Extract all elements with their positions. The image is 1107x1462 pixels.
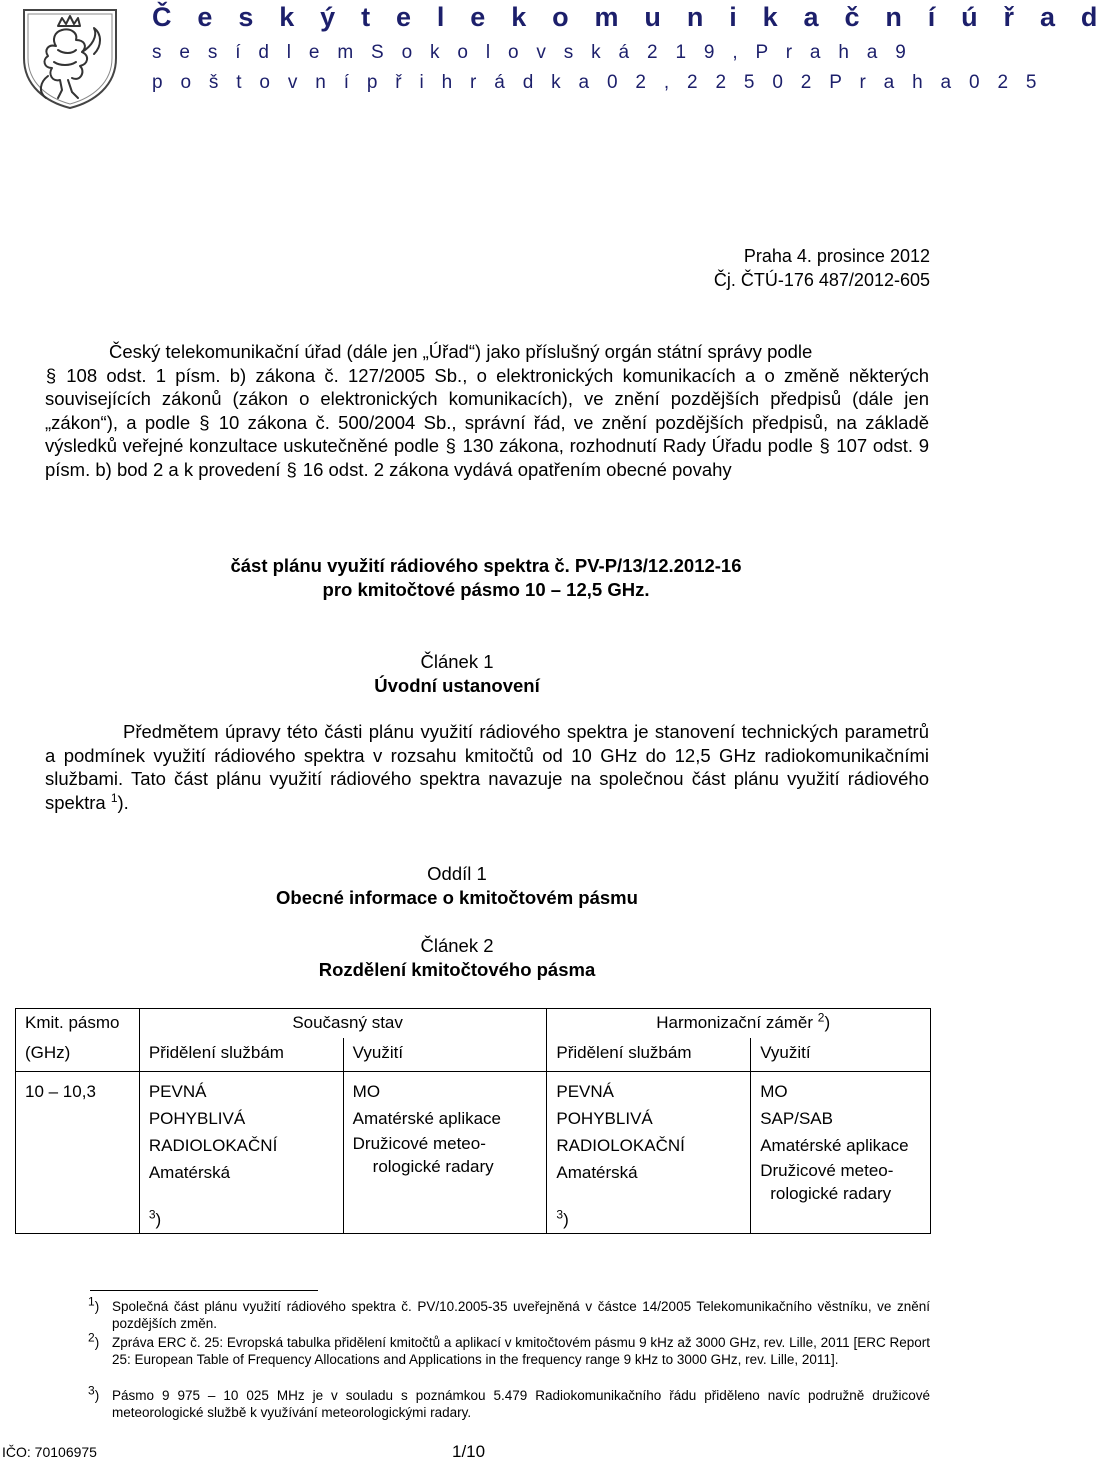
list-item: RADIOLOKAČNÍ xyxy=(556,1136,685,1155)
footnote-2 xyxy=(88,1330,930,1368)
footnote-3 xyxy=(88,1383,930,1421)
footnote-ref: 1 xyxy=(110,790,118,805)
section-sign-icon: § xyxy=(286,458,297,480)
list-item: MO xyxy=(760,1082,788,1101)
footnote-mark-number: 2 xyxy=(88,1330,95,1345)
intro-text-5: 107 odst. 9 písm. b) bod 2 a k provedení xyxy=(45,435,930,480)
list-item: Družicové meteo- xyxy=(760,1161,894,1180)
footnote-ref-item xyxy=(149,1206,343,1233)
frequency-allocation-table xyxy=(15,1008,931,1234)
intro-text-1: Český telekomunikační úřad (dále jen „Úřad“) jako příslušný orgán státní správy podle xyxy=(109,341,813,362)
article2-heading: Článek 2 xyxy=(420,935,494,956)
list-item: POHYBLIVÁ xyxy=(556,1109,653,1128)
footnote-1 xyxy=(88,1294,930,1332)
office-address: s e s í d l e m S o k o l o v s k á 2 1 9 , P r a h a 9 xyxy=(152,42,913,63)
footnote-text: Pásmo 9 975 – 10 025 MHz je v souladu s poznámkou 5.479 Radiokomunikačního řádu přiděleno navíc podružně družicové meteorologické službě k využívání meteorologickými radary. xyxy=(112,1388,930,1420)
article1-heading: Článek 1 xyxy=(420,651,494,672)
section-sign-icon: § xyxy=(819,435,830,456)
section-sign-icon: § xyxy=(45,364,57,386)
document-reference: Čj. ČTÚ-176 487/2012-605 xyxy=(713,270,930,290)
table-subheader-row xyxy=(16,1038,931,1072)
header-target-alloc: Přidělení službám xyxy=(547,1038,751,1072)
list-item: MO xyxy=(352,1082,381,1101)
list-item: PEVNÁ xyxy=(556,1082,615,1101)
page-number: 1/10 xyxy=(452,1442,486,1461)
footnote-ref: 2 xyxy=(817,1010,825,1025)
section-sign-icon: § xyxy=(445,435,456,456)
list-item: Amatérská xyxy=(148,1163,231,1182)
footnote-ref-tail: ) xyxy=(824,1013,831,1032)
section1-subheading: Obecné informace o kmitočtovém pásmu xyxy=(276,887,638,908)
list-item: Amatérské aplikace xyxy=(352,1109,501,1128)
intro-paragraph xyxy=(45,340,929,481)
current-use-cell xyxy=(343,1072,547,1234)
footnote-mark: $^3$) xyxy=(88,1383,100,1403)
document-date: Praha 4. prosince 2012 xyxy=(743,246,930,266)
office-name: Č e s k ý t e l e k o m u n i k a č n í ú ř a d xyxy=(152,2,1107,32)
target-alloc-cell xyxy=(547,1072,751,1234)
header-harmonization xyxy=(547,1009,931,1039)
footnote-ref-item xyxy=(556,1206,750,1233)
list-item: SAP/SAB xyxy=(760,1109,833,1128)
footnote-mark: $^1$) xyxy=(88,1294,100,1314)
intro-text-4: 130 zákona, rozhodnutí Rady Úřadu podle xyxy=(462,435,813,456)
table-row xyxy=(16,1072,931,1234)
article2-subheading: Rozdělení kmitočtového pásma xyxy=(318,959,596,980)
header-current-use: Využití xyxy=(343,1038,547,1072)
list-item: rologické radary xyxy=(372,1157,494,1176)
footnote-ref: 3 xyxy=(556,1207,564,1222)
list-item: PEVNÁ xyxy=(148,1082,207,1101)
footnote-ref: 3 xyxy=(148,1207,156,1222)
header-current-state: Současný stav xyxy=(139,1009,547,1039)
target-use-cell xyxy=(751,1072,931,1234)
footnote-separator xyxy=(90,1290,318,1291)
footnote-mark-number: 3 xyxy=(88,1383,95,1398)
list-item: Amatérská xyxy=(556,1163,638,1182)
list-item: POHYBLIVÁ xyxy=(148,1109,246,1128)
header-band-unit: (GHz) xyxy=(16,1038,140,1072)
header-current-alloc: Přidělení službám xyxy=(139,1038,343,1072)
company-id: IČO: 70106975 xyxy=(2,1444,97,1460)
header-target-use: Využití xyxy=(751,1038,931,1072)
header-band: Kmit. pásmo xyxy=(16,1009,140,1039)
table-header-row xyxy=(16,1009,931,1039)
footnote-ref-tail: ). xyxy=(117,791,129,813)
intro-text-2: 108 odst. 1 písm. b) zákona č. 127/2005 Sb., o elektronických komunikacích a o změně některých souvisejících zákonů (zákon o elektronických komunikacích), ve znění pozdějších předpisů (dále jen „zákon“), a podle xyxy=(45,364,930,433)
office-po-box: p o š t o v n í p ř i h r á d k a 0 2 , 2 2 5 0 2 P r a h a 0 2 5 xyxy=(152,72,1043,93)
list-item: Družicové meteo- xyxy=(352,1134,486,1153)
article1-body: Předmětem úpravy této části plánu využití rádiového spektra je stanovení technických parametrů a podmínek využití rádiového spektra v rozsahu kmitočtů od 10 GHz do 12,5 GHz radiokomunikačními službami. Tato část plánu využití rádiového spektra navazuje na společnou část plánu využití rádiového spektra xyxy=(45,721,929,813)
section-sign-icon: § xyxy=(199,411,210,433)
czech-lion-coat-of-arms-icon xyxy=(18,6,122,110)
footnote-text: Společná část plánu využití rádiového spektra č. PV/10.2005-35 uveřejněná v částce 14/2005 Telekomunikačního věstníku, ve znění pozdějších změn. xyxy=(112,1299,930,1331)
band-cell: 10 – 10,3 xyxy=(16,1072,140,1234)
intro-text-6: 16 odst. 2 zákona vydává opatřením obecné povahy xyxy=(302,458,732,480)
footnote-mark-number: 1 xyxy=(88,1294,95,1309)
article1-subheading: Úvodní ustanovení xyxy=(374,675,540,696)
article1-text xyxy=(45,720,929,814)
footnote-ref-tail: ) xyxy=(563,1210,569,1229)
list-item: rologické radary xyxy=(770,1184,892,1203)
section1-heading: Oddíl 1 xyxy=(427,863,487,884)
list-item: Amatérské aplikace xyxy=(760,1136,909,1155)
footnote-ref-tail: ) xyxy=(155,1210,162,1229)
plan-title-line1: část plánu využití rádiového spektra č. PV-P/13/12.2012-16 xyxy=(230,555,742,576)
footnote-mark: $^2$) xyxy=(88,1330,100,1350)
intro-text-3: 10 zákona č. 500/2004 Sb., správní řád, ve znění pozdějších předpisů, na základě výsledků veřejné konzultace uskutečněné podle xyxy=(45,411,930,456)
plan-title-line2: pro kmitočtové pásmo 10 – 12,5 GHz. xyxy=(322,579,650,600)
list-item: RADIOLOKAČNÍ xyxy=(148,1136,278,1155)
header-harmonization-label: Harmonizační záměr xyxy=(656,1013,814,1032)
current-alloc-cell xyxy=(139,1072,343,1234)
footnote-text: Zpráva ERC č. 25: Evropská tabulka přidělení kmitočtů a aplikací v kmitočtovém pásmu 9 kHz až 3000 GHz, rev. Lille, 2011 [ERC Report 25: European Table of Frequency Allocations and Applications in the frequency range 9 kHz to 3000 GHz, rev. Lille, 2011]. xyxy=(112,1335,930,1367)
